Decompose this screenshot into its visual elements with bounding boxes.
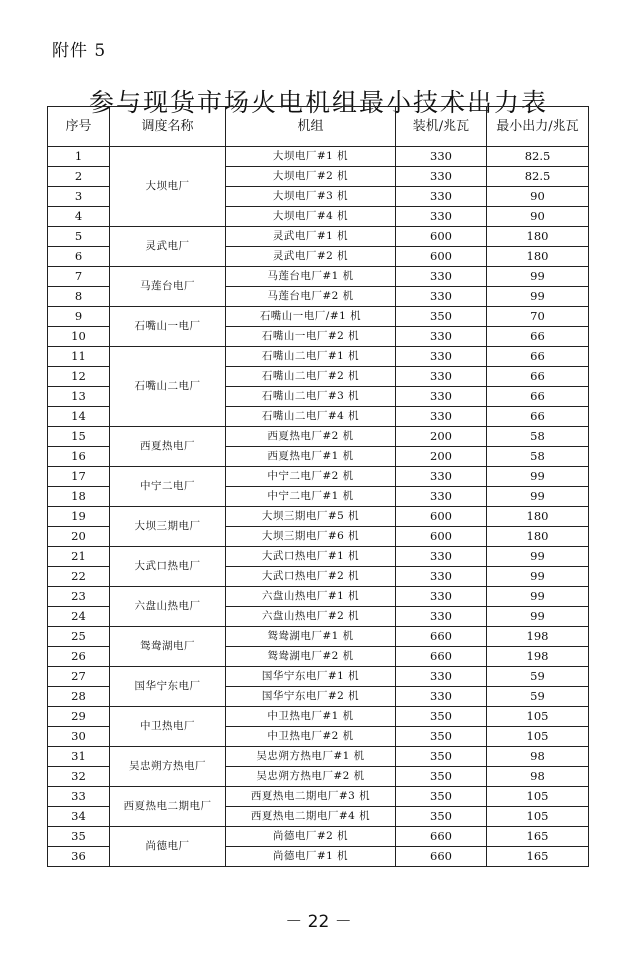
unit-cell: 大武口热电厂#2 机 — [226, 567, 396, 587]
row-index-cell: 14 — [48, 407, 110, 427]
row-index-cell: 9 — [48, 307, 110, 327]
unit-cell: 大坝电厂#4 机 — [226, 207, 396, 227]
table-row — [48, 227, 589, 247]
unit-cell: 石嘴山二电厂#2 机 — [226, 367, 396, 387]
row-index-cell: 15 — [48, 427, 110, 447]
capacity-cell: 330 — [396, 407, 487, 427]
row-index-cell: 17 — [48, 467, 110, 487]
unit-cell: 大坝电厂#2 机 — [226, 167, 396, 187]
dispatch-name-cell: 石嘴山一电厂 — [110, 307, 226, 347]
row-index-cell: 36 — [48, 847, 110, 867]
table-row — [48, 787, 589, 807]
row-index-cell: 13 — [48, 387, 110, 407]
unit-cell: 西夏热电二期电厂#3 机 — [226, 787, 396, 807]
min-output-cell: 82.5 — [487, 147, 589, 167]
row-index-cell: 12 — [48, 367, 110, 387]
row-index-cell: 34 — [48, 807, 110, 827]
dispatch-name-cell: 国华宁东电厂 — [110, 667, 226, 707]
capacity-cell: 330 — [396, 467, 487, 487]
row-index-cell: 21 — [48, 547, 110, 567]
unit-cell: 鸳鸯湖电厂#1 机 — [226, 627, 396, 647]
row-index-cell: 27 — [48, 667, 110, 687]
unit-cell: 中宁二电厂#1 机 — [226, 487, 396, 507]
min-output-cell: 70 — [487, 307, 589, 327]
min-output-cell: 82.5 — [487, 167, 589, 187]
dispatch-name-cell: 石嘴山二电厂 — [110, 347, 226, 427]
row-index-cell: 23 — [48, 587, 110, 607]
row-index-cell: 35 — [48, 827, 110, 847]
min-output-cell: 98 — [487, 767, 589, 787]
table-row — [48, 147, 589, 167]
row-index-cell: 20 — [48, 527, 110, 547]
dispatch-name-cell: 中宁二电厂 — [110, 467, 226, 507]
row-index-cell: 5 — [48, 227, 110, 247]
unit-cell: 大坝三期电厂#5 机 — [226, 507, 396, 527]
unit-cell: 西夏热电厂#1 机 — [226, 447, 396, 467]
dispatch-name-cell: 大坝三期电厂 — [110, 507, 226, 547]
capacity-cell: 330 — [396, 607, 487, 627]
min-output-cell: 198 — [487, 647, 589, 667]
min-output-cell: 180 — [487, 227, 589, 247]
row-index-cell: 16 — [48, 447, 110, 467]
min-output-cell: 180 — [487, 527, 589, 547]
row-index-cell: 10 — [48, 327, 110, 347]
row-index-cell: 32 — [48, 767, 110, 787]
header-capacity: 装机/兆瓦 — [396, 107, 487, 147]
dispatch-name-cell: 中卫热电厂 — [110, 707, 226, 747]
header-unit: 机组 — [226, 107, 396, 147]
row-index-cell: 31 — [48, 747, 110, 767]
unit-cell: 大坝三期电厂#6 机 — [226, 527, 396, 547]
unit-cell: 中宁二电厂#2 机 — [226, 467, 396, 487]
attachment-label: 附件 5 — [52, 41, 107, 61]
capacity-cell: 330 — [396, 147, 487, 167]
row-index-cell: 1 — [48, 147, 110, 167]
min-output-cell: 58 — [487, 427, 589, 447]
page-number: － 22 － — [285, 912, 352, 932]
min-output-cell: 66 — [487, 327, 589, 347]
dispatch-name-cell: 大武口热电厂 — [110, 547, 226, 587]
min-output-cell: 66 — [487, 387, 589, 407]
capacity-cell: 600 — [396, 527, 487, 547]
unit-cell: 马莲台电厂#2 机 — [226, 287, 396, 307]
dispatch-name-cell: 大坝电厂 — [110, 147, 226, 227]
row-index-cell: 29 — [48, 707, 110, 727]
row-index-cell: 11 — [48, 347, 110, 367]
row-index-cell: 26 — [48, 647, 110, 667]
capacity-cell: 330 — [396, 587, 487, 607]
capacity-cell: 330 — [396, 287, 487, 307]
unit-cell: 石嘴山一电厂/#1 机 — [226, 307, 396, 327]
min-output-cell: 105 — [487, 707, 589, 727]
min-output-cell: 105 — [487, 807, 589, 827]
unit-cell: 石嘴山一电厂#2 机 — [226, 327, 396, 347]
min-output-cell: 66 — [487, 347, 589, 367]
table-row — [48, 347, 589, 367]
unit-cell: 大坝电厂#1 机 — [226, 147, 396, 167]
row-index-cell: 22 — [48, 567, 110, 587]
capacity-cell: 350 — [396, 767, 487, 787]
header-min-output: 最小出力/兆瓦 — [487, 107, 589, 147]
capacity-cell: 330 — [396, 567, 487, 587]
row-index-cell: 7 — [48, 267, 110, 287]
capacity-cell: 330 — [396, 187, 487, 207]
capacity-cell: 600 — [396, 247, 487, 267]
dispatch-name-cell: 西夏热电厂 — [110, 427, 226, 467]
row-index-cell: 24 — [48, 607, 110, 627]
row-index-cell: 28 — [48, 687, 110, 707]
dispatch-name-cell: 尚德电厂 — [110, 827, 226, 867]
row-index-cell: 25 — [48, 627, 110, 647]
min-output-cell: 98 — [487, 747, 589, 767]
dispatch-name-cell: 灵武电厂 — [110, 227, 226, 267]
min-output-cell: 90 — [487, 187, 589, 207]
dispatch-name-cell: 鸳鸯湖电厂 — [110, 627, 226, 667]
min-output-cell: 165 — [487, 827, 589, 847]
min-output-cell: 99 — [487, 487, 589, 507]
table-row — [48, 307, 589, 327]
unit-cell: 大坝电厂#3 机 — [226, 187, 396, 207]
table-header-row — [48, 107, 589, 147]
unit-cell: 六盘山热电厂#2 机 — [226, 607, 396, 627]
unit-cell: 吴忠朔方热电厂#1 机 — [226, 747, 396, 767]
capacity-cell: 330 — [396, 347, 487, 367]
capacity-cell: 330 — [396, 387, 487, 407]
capacity-cell: 330 — [396, 547, 487, 567]
capacity-cell: 330 — [396, 167, 487, 187]
capacity-cell: 350 — [396, 707, 487, 727]
min-output-cell: 90 — [487, 207, 589, 227]
min-output-cell: 198 — [487, 627, 589, 647]
capacity-cell: 330 — [396, 327, 487, 347]
capacity-cell: 200 — [396, 427, 487, 447]
capacity-cell: 200 — [396, 447, 487, 467]
min-output-cell: 59 — [487, 687, 589, 707]
table-row — [48, 747, 589, 767]
dispatch-name-cell: 吴忠朔方热电厂 — [110, 747, 226, 787]
table-row — [48, 667, 589, 687]
unit-cell: 西夏热电二期电厂#4 机 — [226, 807, 396, 827]
table-row — [48, 467, 589, 487]
capacity-cell: 660 — [396, 847, 487, 867]
row-index-cell: 3 — [48, 187, 110, 207]
row-index-cell: 8 — [48, 287, 110, 307]
min-output-cell: 99 — [487, 267, 589, 287]
unit-cell: 灵武电厂#1 机 — [226, 227, 396, 247]
capacity-cell: 350 — [396, 727, 487, 747]
document-title: 参与现货市场火电机组最小技术出力表 — [88, 87, 548, 117]
unit-cell: 吴忠朔方热电厂#2 机 — [226, 767, 396, 787]
min-output-cell: 59 — [487, 667, 589, 687]
row-index-cell: 33 — [48, 787, 110, 807]
min-output-cell: 66 — [487, 407, 589, 427]
min-output-cell: 99 — [487, 607, 589, 627]
min-output-cell: 180 — [487, 247, 589, 267]
unit-cell: 中卫热电厂#2 机 — [226, 727, 396, 747]
table-row — [48, 427, 589, 447]
min-output-cell: 99 — [487, 587, 589, 607]
unit-cell: 石嘴山二电厂#3 机 — [226, 387, 396, 407]
header-dispatch-name: 调度名称 — [110, 107, 226, 147]
min-output-cell: 99 — [487, 467, 589, 487]
unit-cell: 石嘴山二电厂#1 机 — [226, 347, 396, 367]
capacity-cell: 660 — [396, 647, 487, 667]
table-row — [48, 587, 589, 607]
table-row — [48, 267, 589, 287]
min-output-cell: 66 — [487, 367, 589, 387]
table-row — [48, 547, 589, 567]
unit-cell: 马莲台电厂#1 机 — [226, 267, 396, 287]
capacity-cell: 330 — [396, 487, 487, 507]
min-output-cell: 99 — [487, 567, 589, 587]
capacity-cell: 330 — [396, 667, 487, 687]
capacity-cell: 660 — [396, 627, 487, 647]
table-row — [48, 707, 589, 727]
row-index-cell: 30 — [48, 727, 110, 747]
min-output-cell: 99 — [487, 547, 589, 567]
capacity-cell: 350 — [396, 787, 487, 807]
min-output-cell: 58 — [487, 447, 589, 467]
row-index-cell: 19 — [48, 507, 110, 527]
unit-cell: 国华宁东电厂#2 机 — [226, 687, 396, 707]
unit-cell: 尚德电厂#2 机 — [226, 827, 396, 847]
min-output-table — [47, 106, 589, 867]
unit-cell: 尚德电厂#1 机 — [226, 847, 396, 867]
table-row — [48, 507, 589, 527]
row-index-cell: 6 — [48, 247, 110, 267]
capacity-cell: 350 — [396, 307, 487, 327]
dispatch-name-cell: 马莲台电厂 — [110, 267, 226, 307]
row-index-cell: 4 — [48, 207, 110, 227]
capacity-cell: 600 — [396, 507, 487, 527]
min-output-cell: 105 — [487, 727, 589, 747]
min-output-cell: 180 — [487, 507, 589, 527]
capacity-cell: 330 — [396, 367, 487, 387]
table-row — [48, 627, 589, 647]
unit-cell: 六盘山热电厂#1 机 — [226, 587, 396, 607]
capacity-cell: 600 — [396, 227, 487, 247]
capacity-cell: 330 — [396, 687, 487, 707]
capacity-cell: 330 — [396, 207, 487, 227]
row-index-cell: 18 — [48, 487, 110, 507]
dispatch-name-cell: 西夏热电二期电厂 — [110, 787, 226, 827]
capacity-cell: 350 — [396, 747, 487, 767]
row-index-cell: 2 — [48, 167, 110, 187]
unit-cell: 大武口热电厂#1 机 — [226, 547, 396, 567]
unit-cell: 国华宁东电厂#1 机 — [226, 667, 396, 687]
capacity-cell: 350 — [396, 807, 487, 827]
unit-cell: 中卫热电厂#1 机 — [226, 707, 396, 727]
table-body — [48, 147, 589, 867]
min-output-cell: 105 — [487, 787, 589, 807]
min-output-cell: 99 — [487, 287, 589, 307]
min-output-cell: 165 — [487, 847, 589, 867]
table-row — [48, 827, 589, 847]
header-index: 序号 — [48, 107, 110, 147]
unit-cell: 灵武电厂#2 机 — [226, 247, 396, 267]
capacity-cell: 330 — [396, 267, 487, 287]
unit-cell: 鸳鸯湖电厂#2 机 — [226, 647, 396, 667]
unit-cell: 西夏热电厂#2 机 — [226, 427, 396, 447]
unit-cell: 石嘴山二电厂#4 机 — [226, 407, 396, 427]
dispatch-name-cell: 六盘山热电厂 — [110, 587, 226, 627]
capacity-cell: 660 — [396, 827, 487, 847]
